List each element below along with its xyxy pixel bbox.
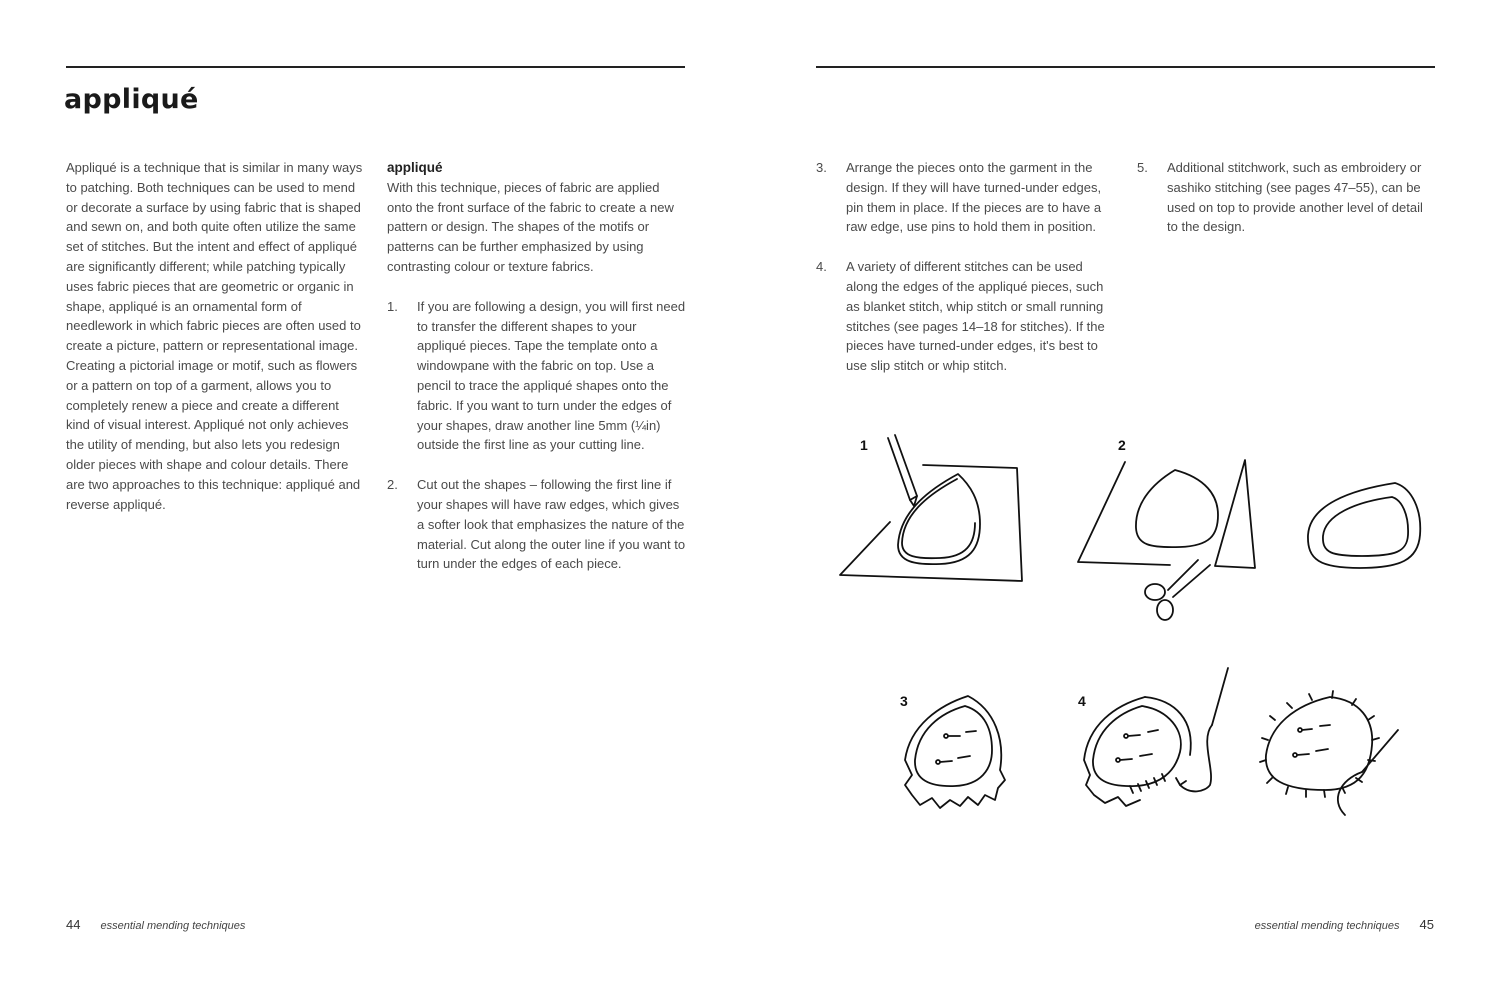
intro-column xyxy=(66,158,366,514)
scissor-blade xyxy=(1173,565,1210,597)
scissor-handle-icon xyxy=(1157,600,1173,620)
running-footer-left: essential mending techniques xyxy=(100,920,246,932)
stitched-piece-icon xyxy=(1084,697,1145,806)
step-item xyxy=(1137,158,1437,237)
pin-icon xyxy=(1120,754,1152,760)
illustration-step-4 xyxy=(1078,668,1398,815)
pin-icon xyxy=(940,756,970,762)
pinned-piece-icon xyxy=(905,696,1005,808)
page-number-left: 44 xyxy=(66,917,81,932)
step-item xyxy=(816,257,1116,376)
step-text: If you are following a design, you will first need to transfer the different shapes to your appliqué pieces. Tape the template onto a windowpane with the fabric on top. Use a pencil to trace the appliqué shapes onto the fabric. If you want to turn under the edges of your shapes, draw another line 5mm (¼in) outside the first line as your cutting line. xyxy=(417,298,686,453)
pin-icon xyxy=(1302,725,1330,730)
needle-icon xyxy=(1362,730,1398,772)
step-text: A variety of different stitches can be used along the edges of the appliqué pieces, such as blanket stitch, whip stitch or small running stitches (see pages 14–18 for stitches). If the pieces have turned-under edges, it's best to use slip stitch or whip stitch. xyxy=(846,259,1105,374)
step-number: 1. xyxy=(387,298,398,314)
piece-inner-line xyxy=(915,706,992,786)
running-footer-right: essential mending techniques xyxy=(1254,920,1400,932)
teardrop-inner-line xyxy=(902,479,975,558)
piece-edge xyxy=(1145,697,1191,755)
step-number: 4. xyxy=(816,259,827,275)
pin-icon xyxy=(1128,730,1158,736)
step-text: Arrange the pieces onto the garment in the design. If they will have turned-under edges, pin them in place. If the pieces are to have a raw edge, use pins to hold them in position. xyxy=(846,160,1102,235)
whip-stitches xyxy=(1130,774,1165,793)
step-1-label: 1 xyxy=(860,437,868,453)
needle-icon xyxy=(1212,668,1228,725)
step-item xyxy=(387,475,687,574)
method-column xyxy=(387,158,687,574)
step-number: 5. xyxy=(1137,160,1148,175)
step-4-label: 4 xyxy=(1078,693,1086,709)
arrow-icon xyxy=(1176,778,1186,785)
step-2-label: 2 xyxy=(1118,437,1126,453)
illustration-step-2 xyxy=(1078,437,1420,620)
step-number: 2. xyxy=(387,477,398,493)
traced-teardrop-icon xyxy=(1136,470,1218,547)
cut-shape-inner-icon xyxy=(1323,497,1408,556)
page-title: appliqué xyxy=(64,84,199,115)
step-text: Additional stitchwork, such as embroidery or sashiko stitching (see pages 47–55), can be used on top to provide another level of detail to the design. xyxy=(1167,160,1423,235)
steps-column-c xyxy=(1137,158,1437,237)
footer-right xyxy=(1255,917,1434,932)
finished-piece-icon xyxy=(1266,697,1372,790)
section-lead: With this technique, pieces of fabric are applied onto the front surface of the fabric to create a new pattern or design. The shapes of the motifs or patterns can be further emphasized by using contrasting colour or texture fabrics. xyxy=(387,179,674,274)
intro-paragraph: Appliqué is a technique that is similar in many ways to patching. Both techniques can be used to mend or decorate a surface by using fabric that is shaped and sewn on, and both quite often utilize the same set of stitches. But the intent and effect of appliqué are significantly different; while patching typically uses fabric pieces that are geometric or organic in shape, appliqué is an ornamental form of needlework in which fabric pieces are often used to create a picture, pattern or representational image. Creating a pictorial image or motif, such as flowers or a pattern on top of a garment, allows you to completely renew a piece and create a different kind of visual interest. Appliqué not only achieves the utility of mending, but also lets you redesign older pieces with shape and colour details. There are two approaches to this technique: appliqué and reverse appliqué. xyxy=(66,160,363,512)
page-number-right: 45 xyxy=(1419,917,1434,932)
top-rule-left xyxy=(66,66,685,68)
step-item xyxy=(816,158,1116,237)
applique-step-illustrations xyxy=(830,420,1450,820)
step-text: Cut out the shapes – following the first line if your shapes will have raw edges, which gives a softer look that emphasizes the nature of the material. Cut along the outer line if you want to turn under the edges of each piece. xyxy=(417,477,686,572)
section-subhead: appliqué xyxy=(387,160,443,175)
footer-left xyxy=(66,917,245,932)
steps-list-a xyxy=(387,297,687,574)
pin-icon xyxy=(1297,749,1328,755)
pin-icon xyxy=(948,731,976,736)
pencil-icon xyxy=(888,435,917,500)
step-3-label: 3 xyxy=(900,693,908,709)
illustration-step-1 xyxy=(840,435,1022,581)
steps-column-b xyxy=(816,158,1116,376)
traced-teardrop-icon xyxy=(898,474,980,564)
top-rule-right xyxy=(816,66,1435,68)
step-number: 3. xyxy=(816,160,827,175)
illustration-step-3 xyxy=(900,693,1005,808)
step-item xyxy=(387,297,687,455)
scissor-handle-icon xyxy=(1145,584,1165,600)
scissor-blade xyxy=(1168,560,1198,590)
